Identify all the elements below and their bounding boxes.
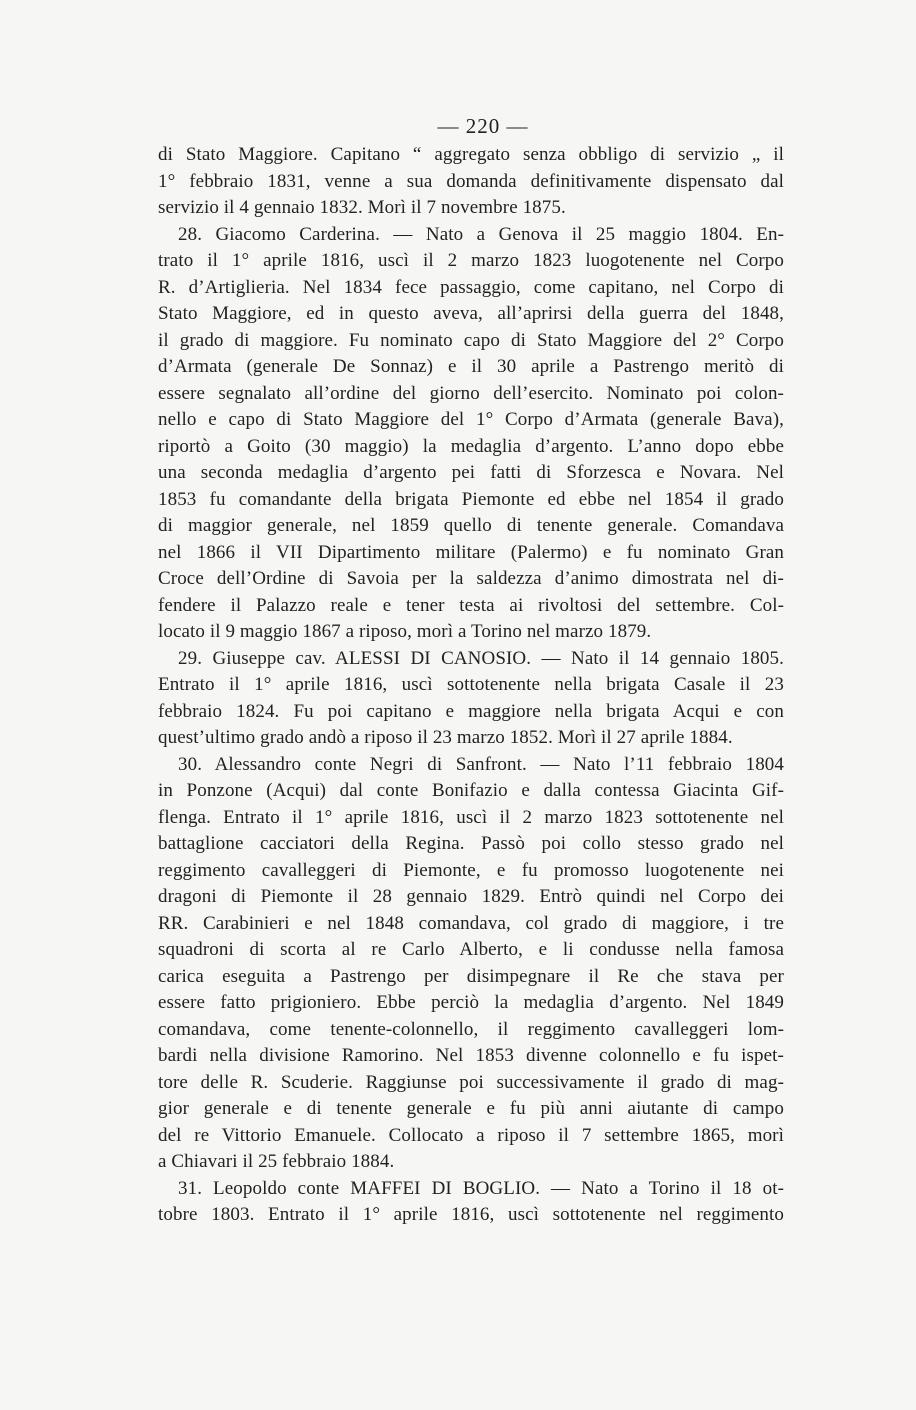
text-line: essere segnalato all’ordine del giorno dell’esercito. Nominato poi colon- xyxy=(158,382,784,404)
page-number: — 220 — xyxy=(437,114,529,138)
text-line: bardi nella divisione Ramorino. Nel 1853 divenne colonnello e fu ispet- xyxy=(158,1045,784,1066)
text-line: battaglione cacciatori della Regina. Passò poi collo stesso grado nel xyxy=(158,833,784,854)
text-line: squadroni di scorta al re Carlo Alberto, e li condusse nella famosa xyxy=(158,939,784,960)
text-line: 30. Alessandro conte Negri di Sanfront. — Nato l’11 febbraio 1804 xyxy=(178,753,784,775)
text-line: flenga. Entrato il 1° aprile 1816, uscì il 2 marzo 1823 sottotenente nel xyxy=(158,806,784,828)
text-line: del re Vittorio Emanuele. Collocato a riposo il 7 settembre 1865, morì xyxy=(158,1124,784,1146)
text-line: il grado di maggiore. Fu nominato capo di Stato Maggiore del 2° Corpo xyxy=(158,329,784,351)
text-line: Stato Maggiore, ed in questo aveva, all’aprirsi della guerra del 1848, xyxy=(158,303,784,324)
text-line: di Stato Maggiore. Capitano “ aggregato senza obbligo di servizio „ il xyxy=(158,144,784,165)
text-line: riportò a Goito (30 maggio) la medaglia d’argento. L’anno dopo ebbe xyxy=(158,435,784,457)
text-line: essere fatto prigioniero. Ebbe perciò la medaglia d’argento. Nel 1849 xyxy=(158,992,784,1013)
text-line: una seconda medaglia d’argento pei fatti di Sforzesca e Novara. Nel xyxy=(158,462,784,483)
text-line: reggimento cavalleggeri di Piemonte, e fu promosso luogotenente nei xyxy=(158,859,784,881)
text-line: in Ponzone (Acqui) dal conte Bonifazio e dalla contessa Giacinta Gif- xyxy=(158,780,784,801)
text-line: 28. Giacomo Carderina. — Nato a Genova il 25 maggio 1804. En- xyxy=(178,223,784,245)
text-line: d’Armata (generale De Sonnaz) e il 30 aprile a Pastrengo meritò di xyxy=(158,356,784,377)
text-line: Croce dell’Ordine di Savoia per la saldezza d’animo dimostrata nel di- xyxy=(158,568,784,589)
text-line: nello e capo di Stato Maggiore del 1° Corpo d’Armata (generale Bava), xyxy=(158,409,784,430)
body-text xyxy=(158,142,784,1229)
text-line: a Chiavari il 25 febbraio 1884. xyxy=(158,1151,395,1172)
text-line: R. d’Artiglieria. Nel 1834 fece passaggio, come capitano, nel Corpo di xyxy=(158,276,784,298)
text-line: nel 1866 il VII Dipartimento militare (Palermo) e fu nominato Gran xyxy=(158,541,784,563)
text-line: tobre 1803. Entrato il 1° aprile 1816, uscì sottotenente nel reggimento xyxy=(158,1204,784,1225)
text-line: servizio il 4 gennaio 1832. Morì il 7 novembre 1875. xyxy=(158,197,566,218)
text-line: tore delle R. Scuderie. Raggiunse poi successivamente il grado di mag- xyxy=(158,1071,784,1093)
text-line: carica eseguita a Pastrengo per disimpegnare il Re che stava per xyxy=(158,965,784,987)
text-line: trato il 1° aprile 1816, uscì il 2 marzo 1823 luogotenente nel Corpo xyxy=(158,250,784,271)
text-line: febbraio 1824. Fu poi capitano e maggiore nella brigata Acqui e con xyxy=(158,700,784,722)
text-line: locato il 9 maggio 1867 a riposo, morì a Torino nel marzo 1879. xyxy=(158,621,652,642)
text-line: 31. Leopoldo conte MAFFEI DI BOGLIO. — Nato a Torino il 18 ot- xyxy=(178,1177,784,1199)
text-line: fendere il Palazzo reale e tener testa ai rivoltosi del settembre. Col- xyxy=(158,594,784,616)
text-line: Entrato il 1° aprile 1816, uscì sottotenente nella brigata Casale il 23 xyxy=(158,674,784,695)
text-line: gior generale e di tenente generale e fu più anni aiutante di campo xyxy=(158,1098,784,1119)
text-line: 1853 fu comandante della brigata Piemonte ed ebbe nel 1854 il grado xyxy=(158,488,784,510)
text-line: comandava, come tenente-colonnello, il reggimento cavalleggeri lom- xyxy=(158,1018,784,1040)
text-line: 1° febbraio 1831, venne a sua domanda definitivamente dispensato dal xyxy=(158,170,784,192)
text-line: di maggior generale, nel 1859 quello di tenente generale. Comandava xyxy=(158,515,784,536)
text-line: RR. Carabinieri e nel 1848 comandava, col grado di maggiore, i tre xyxy=(158,912,784,934)
text-line: quest’ultimo grado andò a riposo il 23 marzo 1852. Morì il 27 aprile 1884. xyxy=(158,727,733,748)
text-line: dragoni di Piemonte il 28 gennaio 1829. Entrò quindi nel Corpo dei xyxy=(158,886,784,907)
text-line: 29. Giuseppe cav. ALESSI DI CANOSIO. — Nato il 14 gennaio 1805. xyxy=(178,647,784,669)
